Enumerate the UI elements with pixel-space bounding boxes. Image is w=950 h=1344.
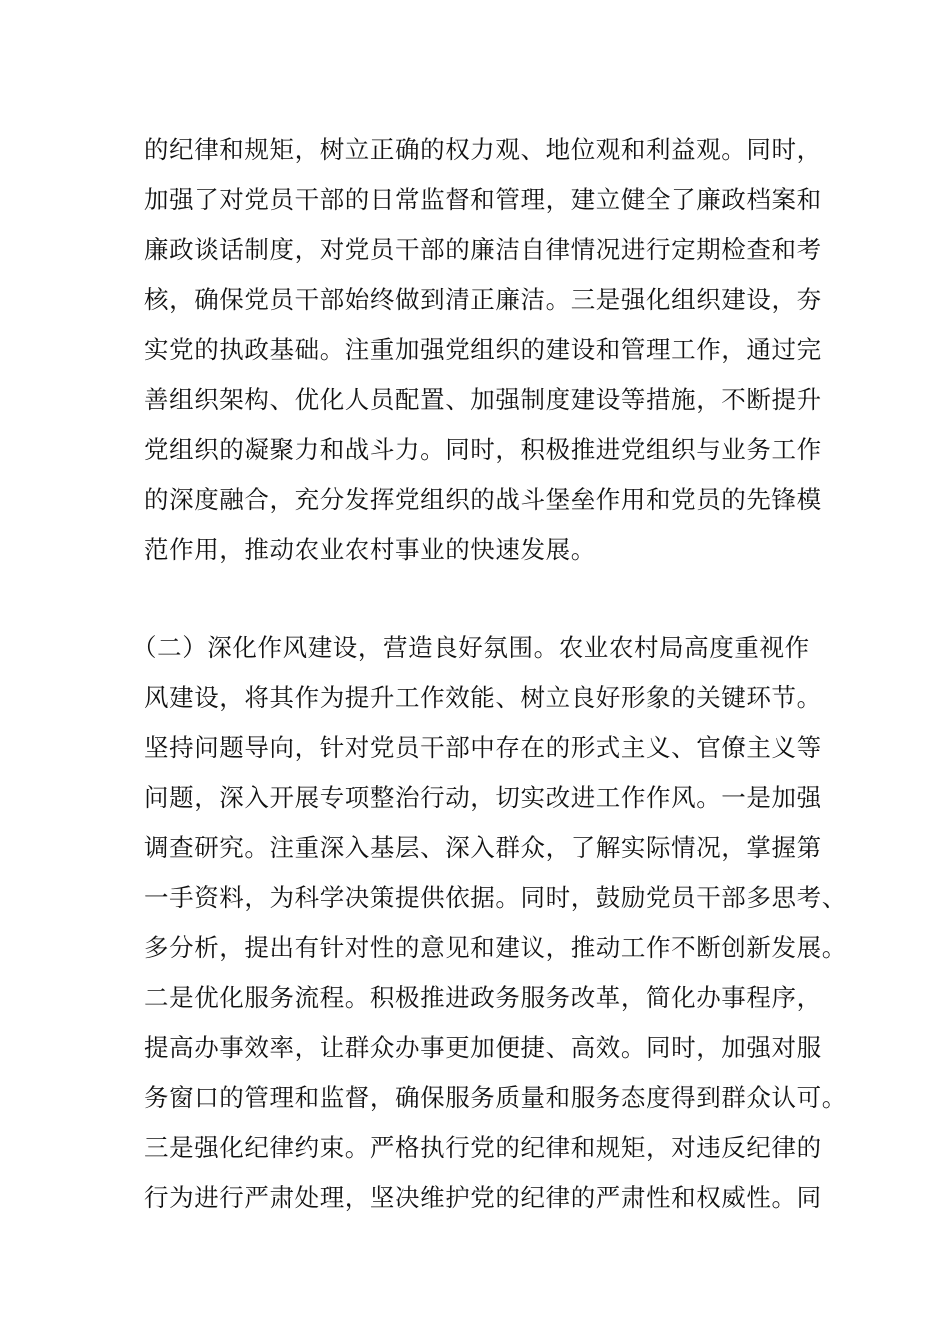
text-line: 党组织的凝聚力和战斗力。同时，积极推进党组织与业务工作 [144,435,822,464]
text-line: 坚持问题导向，针对党员干部中存在的形式主义、官僚主义等 [144,733,822,762]
text-line: 加强了对党员干部的日常监督和管理，建立健全了廉政档案和 [144,185,822,214]
text-line: 行为进行严肃处理，坚决维护党的纪律的严肃性和权威性。同 [144,1183,822,1212]
text-line: 问题，深入开展专项整治行动，切实改进工作作风。一是加强 [144,783,822,812]
text-line: 实党的执政基础。注重加强党组织的建设和管理工作，通过完 [144,335,822,364]
section-heading-line: （二）深化作风建设，营造良好氛围。农业农村局高度重视作 [132,633,810,662]
text-line: 务窗口的管理和监督，确保服务质量和服务态度得到群众认可。 [144,1083,847,1112]
text-line: 三是强化纪律约束。严格执行党的纪律和规矩，对违反纪律的 [144,1133,822,1162]
text-line: 风建设，将其作为提升工作效能、树立良好形象的关键环节。 [144,683,822,712]
text-line: 核，确保党员干部始终做到清正廉洁。三是强化组织建设，夯 [144,285,822,314]
text-line: 二是优化服务流程。积极推进政务服务改革，简化办事程序， [144,983,822,1012]
text-line: 一手资料，为科学决策提供依据。同时，鼓励党员干部多思考、 [144,883,847,912]
text-line: 的纪律和规矩，树立正确的权力观、地位观和利益观。同时， [144,135,822,164]
text-line: 提高办事效率，让群众办事更加便捷、高效。同时，加强对服 [144,1033,822,1062]
text-line: 多分析，提出有针对性的意见和建议，推动工作不断创新发展。 [144,933,847,962]
text-line: 调查研究。注重深入基层、深入群众，了解实际情况，掌握第 [144,833,822,862]
text-line: 范作用，推动农业农村事业的快速发展。 [144,535,596,564]
text-line: 的深度融合，充分发挥党组织的战斗堡垒作用和党员的先锋模 [144,485,822,514]
text-line: 善组织架构、优化人员配置、加强制度建设等措施，不断提升 [144,385,822,414]
text-line: 廉政谈话制度，对党员干部的廉洁自律情况进行定期检查和考 [144,235,822,264]
